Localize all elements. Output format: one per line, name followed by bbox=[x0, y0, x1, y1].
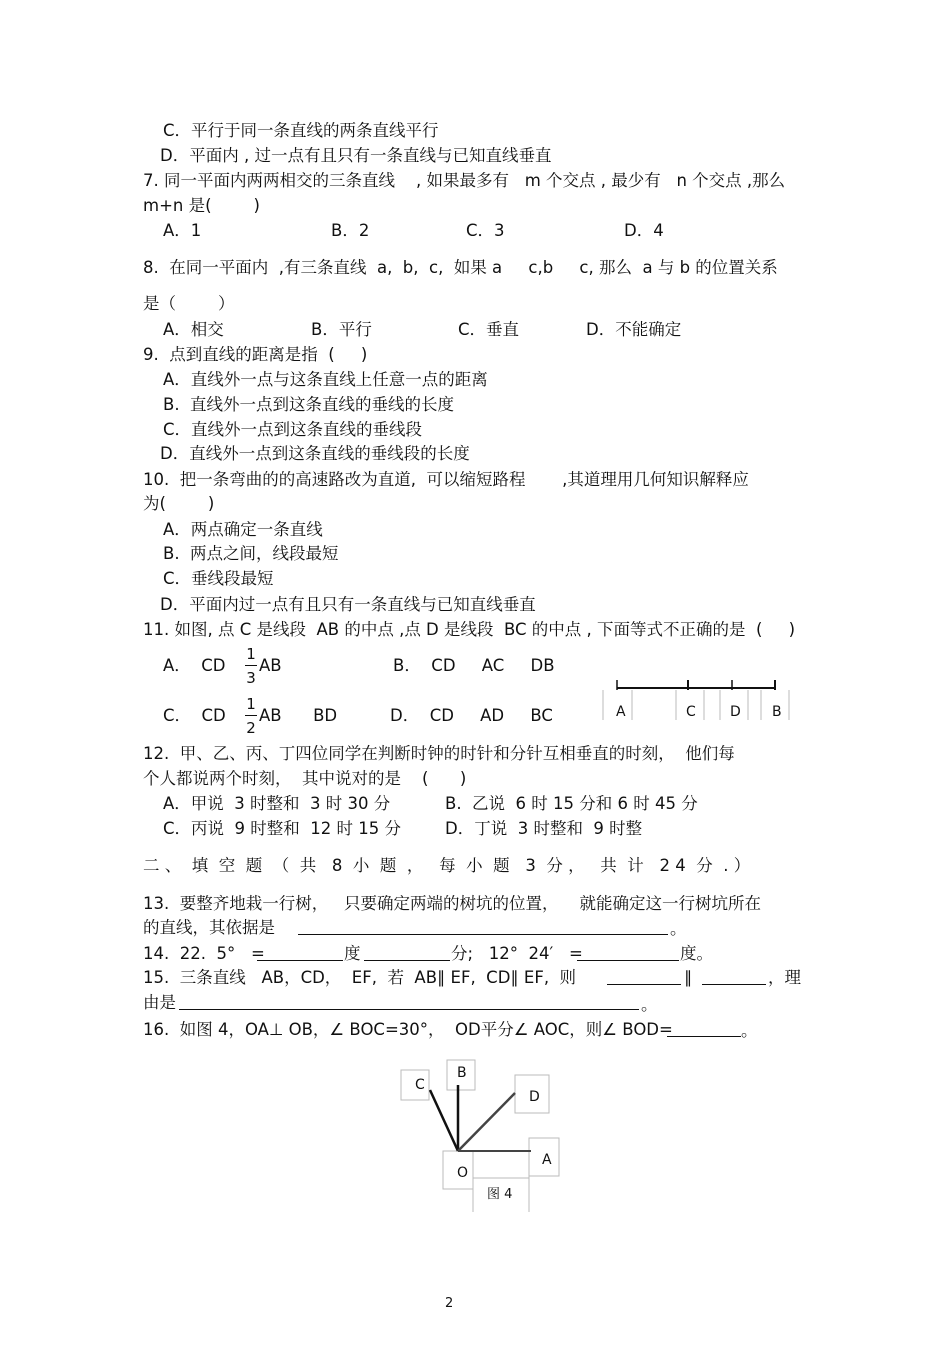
q10-option-b: B. 两点之间，线段最短 bbox=[163, 544, 339, 563]
q13-stem-line1: 13. 要整齐地栽一行树， 只要确定两端的树坑的位置， 就能确定这一行树坑所在 bbox=[143, 894, 761, 913]
q15-answer-blank-2[interactable] bbox=[702, 966, 766, 985]
q14-unit-degree: 度 bbox=[344, 944, 361, 963]
page-number: 2 bbox=[445, 1296, 454, 1311]
q6-option-d: D．平面内 , 过一点有且只有一条直线与已知直线垂直 bbox=[160, 146, 552, 165]
q11-label-a: A bbox=[616, 704, 626, 720]
q11-option-b: B． CD AC DB bbox=[393, 656, 555, 675]
q8-stem-line2: 是（ ） bbox=[143, 294, 235, 313]
q16-stem: 16. 如图 4，OA⊥ OB，∠ BOC=30°， OD平分∠ AOC，则∠ BOD= bbox=[143, 1020, 673, 1039]
q8-option-b: B．平行 bbox=[311, 320, 372, 339]
fig4-label-b: B bbox=[457, 1065, 467, 1081]
q13-end-punct: 。 bbox=[670, 919, 687, 938]
q14-answer-blank-2[interactable] bbox=[364, 942, 450, 961]
q7-option-d: D．4 bbox=[624, 221, 664, 240]
q16-end-punct: 。 bbox=[741, 1021, 758, 1040]
q12-option-c: C．丙说 9 时整和 12 时 15 分 bbox=[163, 819, 401, 838]
q11-option-c-suffix: AB BD bbox=[259, 706, 338, 725]
q11-option-c-numerator: 1 bbox=[246, 695, 256, 713]
q13-answer-blank[interactable] bbox=[298, 916, 668, 935]
q7-stem-line1: 7. 同一平面内两两相交的三条直线 , 如果最多有 m 个交点 , 最少有 n 个交点 ,那么 bbox=[143, 171, 786, 190]
q15-line2: 由是 bbox=[143, 993, 176, 1012]
q9-option-a: A．直线外一点与这条直线上任意一点的距离 bbox=[163, 370, 488, 389]
q9-option-c: C．直线外一点到这条直线的垂线段 bbox=[163, 420, 423, 439]
q11-label-c: C bbox=[686, 704, 696, 720]
q10-option-d: D．平面内过一点有且只有一条直线与已知直线垂直 bbox=[160, 595, 536, 614]
q15-line1: 15. 三条直线 AB，CD， EF, 若 AB∥ EF, CD∥ EF, 则 bbox=[143, 968, 577, 987]
q15-answer-blank-3[interactable] bbox=[179, 991, 639, 1010]
q14-unit-minute: 分; 12° 24′ = bbox=[451, 944, 583, 963]
q12-option-d: D．丁说 3 时整和 9 时整 bbox=[445, 819, 643, 838]
q16-answer-blank[interactable] bbox=[667, 1018, 741, 1037]
section-2-heading: 二 、 填 空 题 （ 共 8 小 题 ， 每 小 题 3 分 ， 共 计 2 4 分 . ） bbox=[143, 856, 751, 875]
q14-prefix: 14. 22. 5° = bbox=[143, 944, 265, 963]
fig4-label-c: C bbox=[415, 1077, 425, 1093]
q12-option-b: B. 乙说 6 时 15 分和 6 时 45 分 bbox=[445, 794, 698, 813]
q10-stem-line1: 10. 把一条弯曲的的高速路改为直道, 可以缩短路程 ,其道理用几何知识解释应 bbox=[143, 470, 749, 489]
q10-option-c: C．垂线段最短 bbox=[163, 569, 274, 588]
q8-option-c: C．垂直 bbox=[458, 320, 520, 339]
q11-label-b: B bbox=[772, 704, 782, 720]
q8-option-a: A．相交 bbox=[163, 320, 224, 339]
q11-option-a-denominator: 3 bbox=[246, 669, 256, 687]
q15-line1-end: ，理 bbox=[768, 968, 801, 987]
q15-answer-blank-1[interactable] bbox=[607, 966, 681, 985]
q11-option-d: D． CD AD BC bbox=[390, 706, 553, 725]
q15-end-punct: 。 bbox=[641, 995, 658, 1014]
q9-option-b: B. 直线外一点到这条直线的垂线的长度 bbox=[163, 395, 455, 414]
q12-option-a: A．甲说 3 时整和 3 时 30 分 bbox=[163, 794, 391, 813]
q11-option-c-denominator: 2 bbox=[246, 719, 256, 737]
q14-answer-blank-1[interactable] bbox=[257, 942, 343, 961]
fig4-label-d: D bbox=[529, 1089, 540, 1105]
q7-option-b: B．2 bbox=[331, 221, 370, 240]
fig4-caption: 图 4 bbox=[487, 1187, 513, 1202]
q11-label-d: D bbox=[730, 704, 741, 720]
q7-option-c: C．3 bbox=[466, 221, 505, 240]
q12-stem-line2: 个人都说两个时刻， 其中说对的是 ( ) bbox=[143, 769, 467, 788]
q10-stem-line2: 为( ) bbox=[143, 494, 215, 513]
fig4-label-o: O bbox=[457, 1165, 469, 1181]
q8-option-d: D．不能确定 bbox=[586, 320, 682, 339]
q12-stem-line1: 12. 甲、乙、丙、丁四位同学在判断时钟的时针和分针互相垂直的时刻， 他们每 bbox=[143, 744, 735, 763]
ray-od bbox=[458, 1093, 515, 1151]
ray-oc bbox=[430, 1090, 458, 1151]
q11-option-a-numerator: 1 bbox=[246, 645, 256, 663]
q11-segment-figure bbox=[603, 680, 789, 720]
fig4-label-a: A bbox=[542, 1152, 552, 1168]
q11-option-a-suffix: AB bbox=[259, 656, 282, 675]
q9-stem: 9. 点到直线的距离是指 ( ) bbox=[143, 345, 368, 364]
q14-answer-blank-3[interactable] bbox=[577, 942, 679, 961]
q9-option-d: D．直线外一点到这条直线的垂线段的长度 bbox=[160, 444, 470, 463]
q11-stem: 11. 如图, 点 C 是线段 AB 的中点 ,点 D 是线段 BC 的中点 , 下面等式不正确的是 ( ) bbox=[143, 620, 796, 639]
q11-option-a-prefix: A． CD bbox=[163, 656, 226, 675]
q14-unit-degree-2: 度。 bbox=[680, 944, 713, 963]
q6-option-c: C．平行于同一条直线的两条直线平行 bbox=[163, 121, 439, 140]
q10-option-a: A．两点确定一条直线 bbox=[163, 520, 323, 539]
q7-stem-line2: m+n 是( ) bbox=[143, 196, 260, 215]
q13-stem-line2: 的直线，其依据是 bbox=[143, 918, 275, 937]
q8-stem-line1: 8. 在同一平面内 ,有三条直线 a, b, c, 如果 a c,b c, 那么 a 与 b 的位置关系 bbox=[143, 258, 778, 277]
q11-option-c-prefix: C． CD bbox=[163, 706, 226, 725]
q15-parallel-symbol: ∥ bbox=[684, 968, 693, 987]
q7-option-a: A．1 bbox=[163, 221, 202, 240]
